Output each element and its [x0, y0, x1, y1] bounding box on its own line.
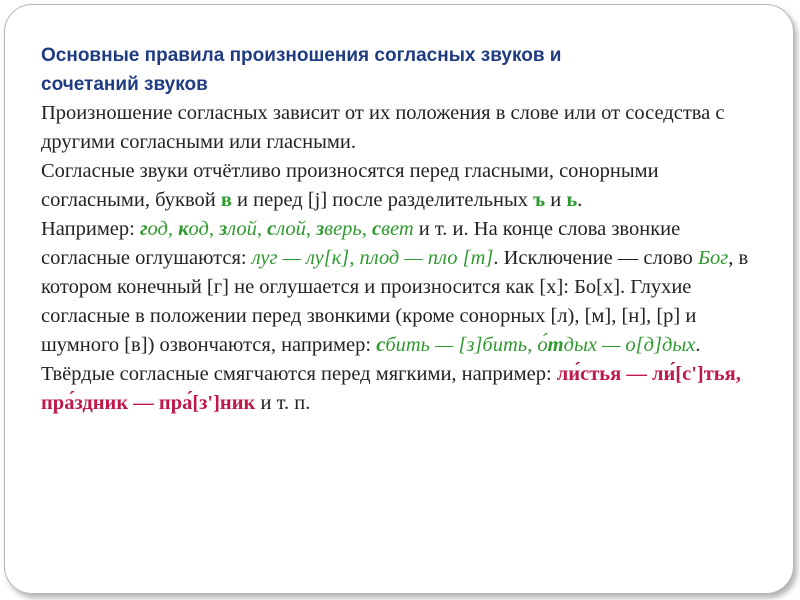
hard-sign-example: ъ — [533, 189, 546, 211]
letter-v-example: в — [220, 189, 232, 211]
text: . Твёрдые согласные смягчаются перед мягкими, например: — [41, 334, 701, 385]
example-svet: свет — [372, 218, 414, 240]
soft-sign-example: ь — [566, 189, 578, 211]
text: Согласные звуки отчётливо произносятся перед гласными, сонорными согласными, буквой — [41, 160, 659, 211]
example-lug-plod: луг — лу[к], плод — пло [т] — [251, 247, 494, 269]
example-kod: код, — [178, 218, 220, 240]
slide-title — [41, 41, 771, 99]
example-god: год, — [139, 218, 179, 240]
title-line-1: Основные правила произношения согласных звуков и — [41, 45, 562, 66]
text: . Исключение — слово — [493, 247, 698, 269]
text: Например: — [41, 218, 140, 240]
text: и перед [j] после разделительных — [231, 189, 534, 211]
text: и т. и. На конце слова звонкие согласные оглушаются: — [41, 218, 681, 269]
text: . — [577, 189, 583, 211]
text: и т. п. — [255, 392, 311, 414]
paragraph-intro: Произношение согласных зависит от их положения в слове или от соседства с другими согласными или гласными. — [41, 102, 725, 153]
example-sbit: сбить — [з]бить, о́тдых — о[д]дых — [376, 334, 696, 356]
example-zver: зверь, — [316, 218, 372, 240]
slide-content — [41, 41, 771, 418]
slide-frame — [4, 4, 794, 594]
paragraph-examples — [41, 215, 771, 418]
example-zloy: злой, — [219, 218, 268, 240]
title-line-2: сочетаний звуков — [41, 74, 208, 95]
example-sloy: слой, — [267, 218, 317, 240]
text: , в котором конечный [г] не оглушается и произносится как [х]: Бо[х]. Глухие согласные в положении перед звонкими (кроме сонорных [л), [м], [н], [р] и шумного [в]) озвончаются, например: — [41, 247, 749, 356]
paragraph-clear-consonants — [41, 157, 771, 215]
example-bog: Бог — [697, 247, 729, 269]
text: и — [545, 189, 567, 211]
example-listya-prazdnik: ли́стья — ли́[с']тья, пра́здник — пра́[з']ник — [41, 363, 741, 414]
